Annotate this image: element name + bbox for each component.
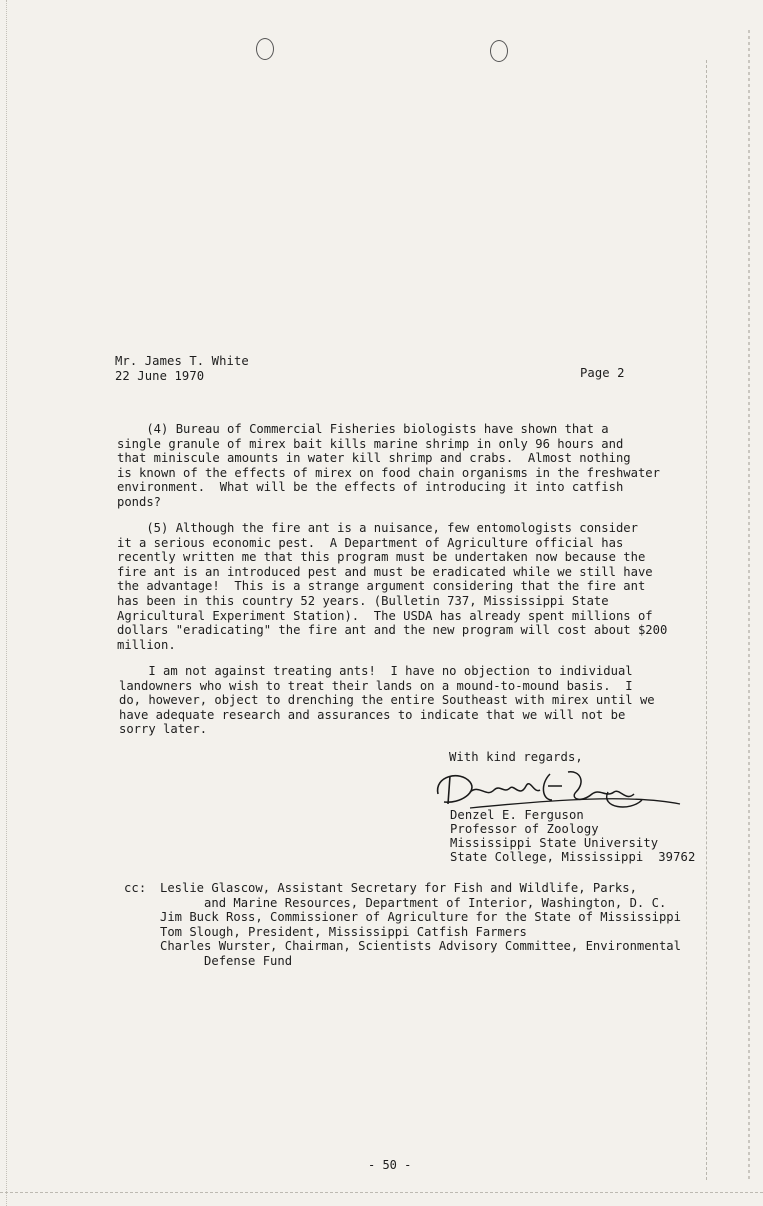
cc-line: Charles Wurster, Chairman, Scientists Advisory Committee, Environmental <box>160 939 681 954</box>
recipient-name: Mr. James T. White <box>115 354 249 368</box>
paragraph-closing <box>119 664 655 737</box>
punch-hole-left <box>256 38 274 60</box>
cc-line: Tom Slough, President, Mississippi Catfish Farmers <box>160 924 527 939</box>
paragraph-line: it a serious economic pest. A Department of Agriculture official has <box>117 535 624 550</box>
scan-edge-far-right <box>748 30 750 1180</box>
signer-name: Denzel E. Ferguson <box>450 808 584 822</box>
scan-edge-right <box>706 60 708 1180</box>
punch-hole-right <box>490 40 508 62</box>
paragraph-5 <box>117 521 667 652</box>
cc-line: Jim Buck Ross, Commissioner of Agriculture for the State of Mississippi <box>160 910 681 925</box>
paragraph-line: sorry later. <box>119 722 208 737</box>
page-number: - 50 - <box>368 1158 412 1172</box>
paragraph-line: (4) Bureau of Commercial Fisheries biologists have shown that a <box>117 422 609 436</box>
paragraph-line: recently written me that this program must be undertaken now because the <box>117 550 646 565</box>
paragraph-line: landowners who wish to treat their lands on a mound-to-mound basis. I <box>119 678 633 693</box>
cc-line: Defense Fund <box>160 953 293 968</box>
paragraph-line: the advantage! This is a strange argument considering that the fire ant <box>117 579 646 594</box>
signer-address: State College, Mississippi 39762 <box>450 850 696 864</box>
salutation: With kind regards, <box>449 750 583 764</box>
cc-label: cc: <box>124 881 147 895</box>
paragraph-line: million. <box>117 637 176 652</box>
paragraph-line: is known of the effects of mirex on food chain organisms in the freshwater <box>117 465 660 480</box>
paragraph-line: dollars "eradicating" the fire ant and the new program will cost about $200 <box>117 623 668 638</box>
scan-edge-bottom <box>0 1192 763 1194</box>
paragraph-4 <box>117 422 660 510</box>
paragraph-line: do, however, object to drenching the entire Southeast with mirex until we <box>119 693 655 708</box>
paragraph-line: have adequate research and assurances to indicate that we will not be <box>119 707 626 722</box>
paragraph-line: single granule of mirex bait kills marine shrimp in only 96 hours and <box>117 436 624 451</box>
cc-line: Leslie Glascow, Assistant Secretary for Fish and Wildlife, Parks, <box>160 881 637 895</box>
scan-edge-left <box>6 0 8 1206</box>
paragraph-line: has been in this country 52 years. (Bulletin 737, Mississippi State <box>117 593 609 608</box>
paragraph-line: Agricultural Experiment Station). The USDA has already spent millions of <box>117 608 653 623</box>
page-label: Page 2 <box>580 366 625 380</box>
paragraph-line: that miniscule amounts in water kill shrimp and crabs. Almost nothing <box>117 451 631 466</box>
signer-institution: Mississippi State University <box>450 836 659 850</box>
paragraph-line: ponds? <box>117 494 162 509</box>
letter-date: 22 June 1970 <box>115 369 205 383</box>
signer-title: Professor of Zoology <box>450 822 599 836</box>
cc-line: and Marine Resources, Department of Interior, Washington, D. C. <box>160 895 667 910</box>
cc-list <box>160 881 681 969</box>
paragraph-line: (5) Although the fire ant is a nuisance, few entomologists consider <box>117 521 638 535</box>
paragraph-line: fire ant is an introduced pest and must be eradicated while we still have <box>117 564 653 579</box>
paragraph-line: I am not against treating ants! I have no objection to individual <box>119 664 633 678</box>
paragraph-line: environment. What will be the effects of introducing it into catfish <box>117 480 624 495</box>
handwritten-signature <box>430 764 690 814</box>
